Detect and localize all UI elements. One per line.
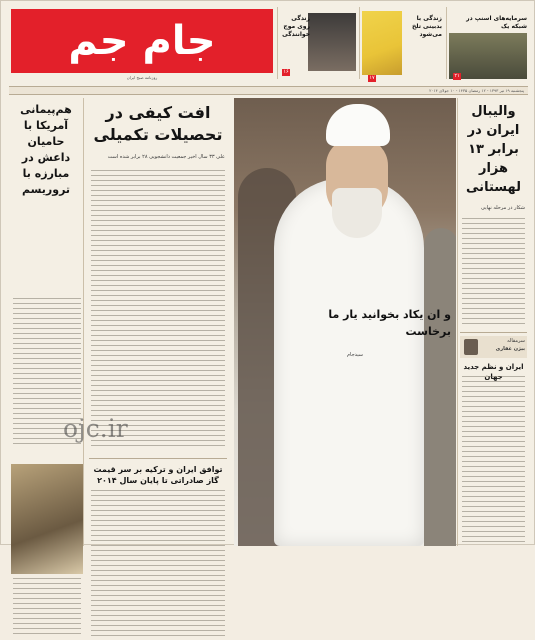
watermark: ojc.ir — [63, 414, 128, 443]
teaser-music — [277, 7, 358, 79]
photo-cap — [326, 104, 390, 146]
center-lead: علی ۳۳ سال اخیر جمعیت دانشجویی ۲۸ برابر شده است — [107, 154, 225, 160]
teaser-title: زندگی با بدبینی تلخ می‌شود — [411, 15, 442, 38]
teaser-title: سرمایه‌های اسنپ در شبکه یک — [466, 15, 527, 30]
teaser-photo — [308, 13, 356, 71]
left-headline: هم‌پیمانی آمریکا با حامیان داعش در مبارزه با تروریسم — [20, 103, 72, 196]
masthead-sub-line: روزنامه صبح ایران — [126, 75, 158, 80]
center-left-column — [85, 98, 231, 546]
masthead-logo — [11, 9, 273, 73]
teaser-life — [359, 7, 444, 79]
columnist-tag: سرمقاله — [507, 338, 525, 344]
left-column — [9, 98, 84, 546]
photo-beard — [332, 188, 382, 238]
columnist-photo — [464, 339, 478, 355]
left-photo — [11, 464, 83, 574]
photo-quote: و ان یکاد بخوانید یار ما برخاست — [328, 308, 451, 338]
columnist-box — [460, 336, 527, 358]
page-number-badge: ۱۷ — [369, 75, 375, 81]
right-column — [457, 98, 529, 546]
teaser-photo — [362, 11, 402, 75]
right-subhead: شکار در مرحله نهایی — [481, 205, 525, 211]
columnist-name: بیژن غفاری — [495, 346, 525, 352]
photo-credit: سیدجام — [346, 352, 363, 358]
logo-text: جام جم — [68, 18, 216, 64]
teaser-title: زندگی روی موج خوانندگی — [282, 15, 310, 38]
page-number-badge: ۲۱ — [454, 73, 460, 79]
right-bottom-headline: ایران و نظم جدید جهان — [463, 363, 524, 381]
center-bottom-headline: توافق ایران و ترکیه بر سر قیمت گاز صادراتی تا پایان سال ۲۰۱۴ — [93, 465, 223, 485]
center-headline: افت کیفی در تحصیلات تکمیلی — [93, 103, 223, 144]
right-headline: والیبال ایران در برابر ۱۳ هزار لهستانی — [466, 104, 521, 195]
photo-figure-right — [424, 228, 456, 546]
date-bar: پنجشنبه ۱۹ تیر ۱۳۹۳ - ۱۲ رمضان ۱۴۳۵ - ۱۰ جولای ۲۰۱۴ — [9, 86, 528, 95]
page-number-badge: ۱۶ — [283, 69, 289, 75]
teaser-tv — [446, 7, 529, 79]
